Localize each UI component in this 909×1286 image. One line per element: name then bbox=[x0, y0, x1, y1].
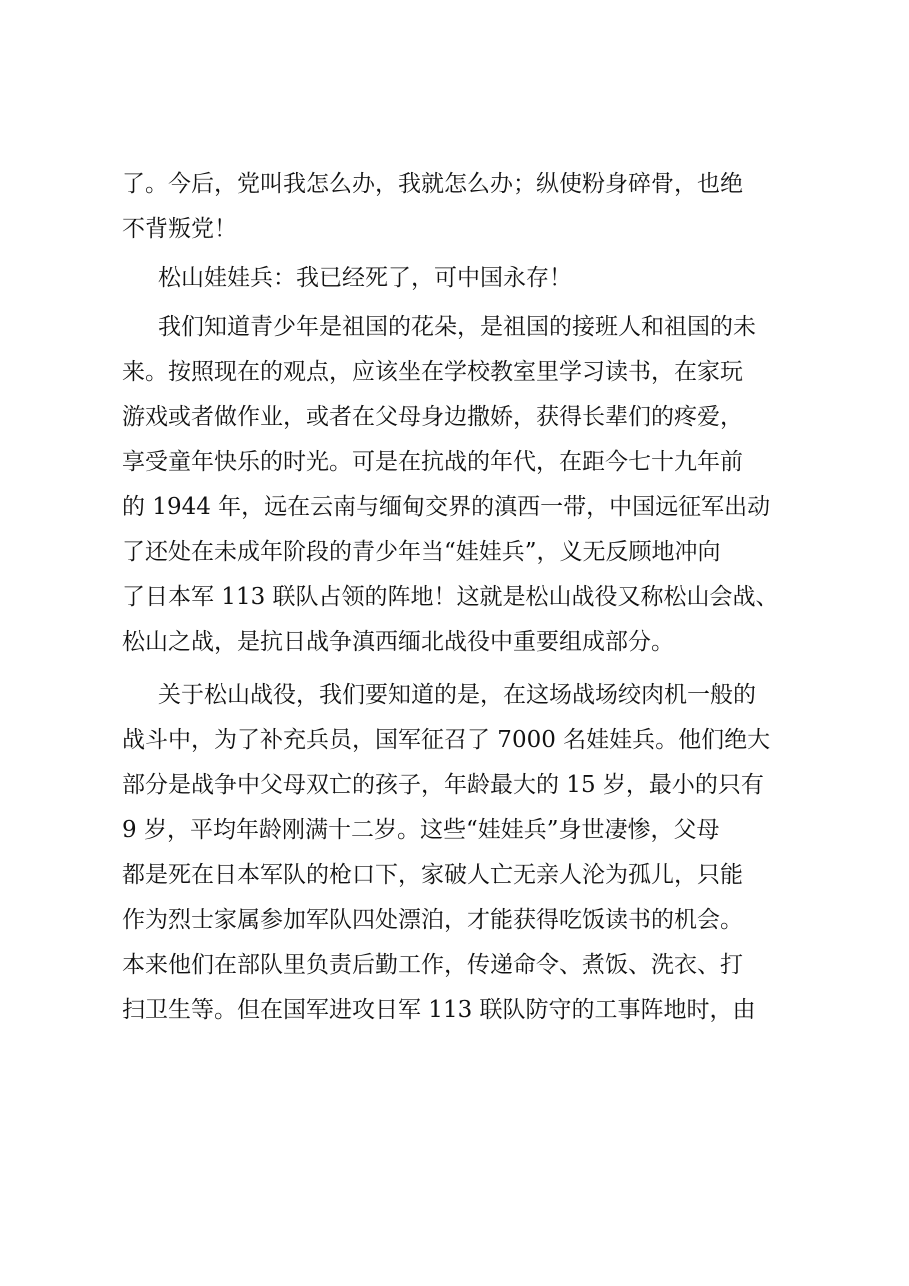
section-heading bbox=[122, 256, 792, 301]
text-line: 了还处在未成年阶段的青少年当“娃娃兵”，义无反顾地冲向 bbox=[122, 539, 721, 565]
text-line: 战斗中，为了补充兵员，国军征召了 7000 名娃娃兵。他们绝大 bbox=[122, 727, 771, 753]
text-line: 的 1944 年，远在云南与缅甸交界的滇西一带，中国远征军出动 bbox=[122, 494, 771, 520]
heading-line: 松山娃娃兵：我已经死了，可中国永存！ bbox=[158, 265, 572, 291]
text-line: 松山之战，是抗日战争滇西缅北战役中重要组成部分。 bbox=[122, 629, 674, 655]
paragraph-1 bbox=[122, 162, 792, 252]
text-line: 作为烈士家属参加军队四处漂泊，才能获得吃饭读书的机会。 bbox=[122, 907, 743, 933]
text-line: 我们知道青少年是祖国的花朵，是祖国的接班人和祖国的未 bbox=[158, 314, 756, 340]
text-line: 扫卫生等。但在国军进攻日军 113 联队防守的工事阵地时，由 bbox=[122, 997, 756, 1023]
text-line: 享受童年快乐的时光。可是在抗战的年代，在距今七十九年前 bbox=[122, 449, 743, 475]
text-line: 部分是战争中父母双亡的孩子，年龄最大的 15 岁，最小的只有 bbox=[122, 772, 764, 798]
paragraph-4 bbox=[122, 673, 792, 1033]
body-text bbox=[122, 162, 792, 1033]
text-line: 了。今后，党叫我怎么办，我就怎么办；纵使粉身碎骨，也绝 bbox=[122, 171, 743, 197]
text-line: 本来他们在部队里负责后勤工作，传递命令、煮饭、洗衣、打 bbox=[122, 952, 743, 978]
paragraph-3 bbox=[122, 305, 792, 665]
text-line: 关于松山战役，我们要知道的是，在这场战场绞肉机一般的 bbox=[158, 682, 756, 708]
text-line: 9 岁，平均年龄刚满十二岁。这些“娃娃兵”身世凄惨，父母 bbox=[122, 817, 720, 843]
text-line: 了日本军 113 联队占领的阵地！这就是松山战役又称松山会战、 bbox=[122, 584, 779, 610]
text-line: 都是死在日本军队的枪口下，家破人亡无亲人沦为孤儿，只能 bbox=[122, 862, 743, 888]
text-line: 游戏或者做作业，或者在父母身边撒娇，获得长辈们的疼爱， bbox=[122, 404, 743, 430]
text-line: 来。按照现在的观点，应该坐在学校教室里学习读书，在家玩 bbox=[122, 359, 743, 385]
text-line: 不背叛党！ bbox=[122, 216, 237, 242]
